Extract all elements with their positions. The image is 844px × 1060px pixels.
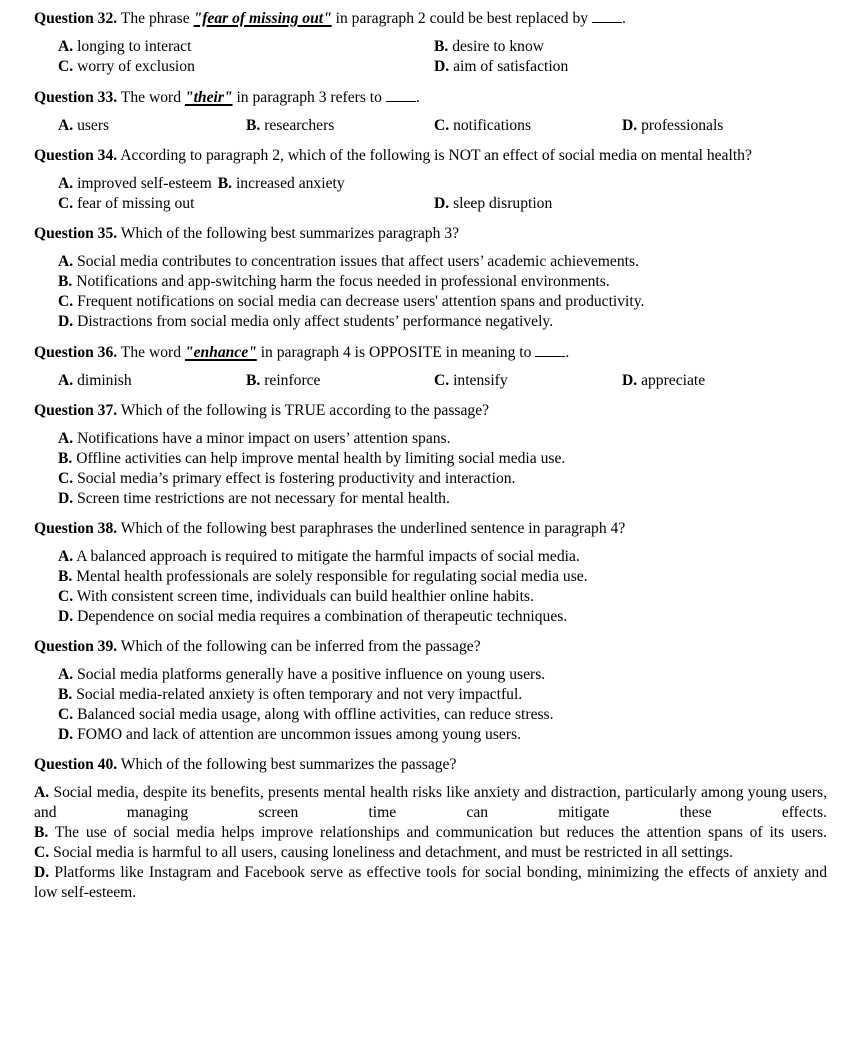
highlighted-phrase: "enhance"	[184, 344, 257, 361]
options	[58, 252, 830, 332]
question-number: Question 37.	[34, 402, 118, 419]
highlighted-phrase: "their"	[184, 89, 233, 106]
question-35	[34, 224, 830, 332]
question-stem: Question 37. Which of the following is TRUE according to the passage?	[34, 402, 490, 419]
question-36	[34, 342, 830, 391]
option-b[interactable]: B. increased anxiety	[217, 175, 345, 192]
question-40	[34, 755, 830, 903]
question-number: Question 40.	[34, 756, 118, 773]
question-number: Question 33.	[34, 89, 118, 106]
option-d[interactable]: D. professionals	[622, 117, 724, 134]
options	[58, 547, 830, 627]
question-39	[34, 637, 830, 745]
options	[58, 37, 830, 77]
option-d[interactable]: D. Screen time restrictions are not necessary for mental health.	[58, 490, 450, 507]
option-b[interactable]: B. researchers	[246, 117, 335, 134]
highlighted-phrase: "fear of missing out"	[193, 10, 332, 27]
question-number: Question 34.	[34, 147, 118, 164]
option-d[interactable]: D. FOMO and lack of attention are uncommon issues among young users.	[58, 726, 521, 743]
options	[58, 429, 830, 509]
option-b[interactable]: B. Notifications and app-switching harm the focus needed in professional environments.	[58, 273, 610, 290]
question-stem: Question 38. Which of the following best paraphrases the underlined sentence in paragraph 4?	[34, 520, 626, 537]
option-a[interactable]: A. A balanced approach is required to mitigate the harmful impacts of social media.	[58, 548, 580, 565]
option-a[interactable]: A. Social media, despite its benefits, presents mental health risks like anxiety and distraction, particularly among young users, and managing screen time can mitigate these effects.	[34, 784, 827, 821]
question-number: Question 39.	[34, 638, 118, 655]
answer-blank	[592, 8, 622, 23]
option-c[interactable]: C. Frequent notifications on social media can decrease users' attention spans and productivity.	[58, 293, 645, 310]
option-c[interactable]: C. With consistent screen time, individuals can build healthier online habits.	[58, 588, 534, 605]
option-b[interactable]: B. Offline activities can help improve mental health by limiting social media use.	[58, 450, 566, 467]
option-b[interactable]: B. Mental health professionals are solely responsible for regulating social media use.	[58, 568, 588, 585]
option-b[interactable]: B. reinforce	[246, 372, 321, 389]
option-b[interactable]: B. Social media-related anxiety is often temporary and not very impactful.	[58, 686, 523, 703]
option-a[interactable]: A. longing to interact	[58, 38, 192, 55]
option-a[interactable]: A. Notifications have a minor impact on users’ attention spans.	[58, 430, 451, 447]
answer-blank	[386, 87, 416, 102]
option-b[interactable]: B. desire to know	[434, 38, 545, 55]
options	[58, 116, 830, 136]
question-32	[34, 8, 830, 77]
question-number: Question 36.	[34, 344, 118, 361]
question-34	[34, 146, 830, 214]
option-c[interactable]: C. Social media’s primary effect is fostering productivity and interaction.	[58, 470, 516, 487]
question-stem: Question 40. Which of the following best summarizes the passage?	[34, 756, 457, 773]
option-b[interactable]: B. The use of social media helps improve relationships and communication but reduces the attention spans of its users.	[34, 824, 827, 841]
option-d[interactable]: D. sleep disruption	[434, 195, 553, 212]
options	[58, 371, 830, 391]
option-d[interactable]: D. Dependence on social media requires a combination of therapeutic techniques.	[58, 608, 568, 625]
answer-blank	[535, 342, 565, 357]
option-d[interactable]: D. appreciate	[622, 372, 706, 389]
option-a[interactable]: A. Social media platforms generally have a positive influence on young users.	[58, 666, 546, 683]
option-a[interactable]: A. users	[58, 117, 110, 134]
question-number: Question 38.	[34, 520, 118, 537]
question-38	[34, 519, 830, 627]
question-stem: Question 32. The phrase "fear of missing out" in paragraph 2 could be best replaced by .	[34, 10, 626, 27]
question-33	[34, 87, 830, 136]
option-a[interactable]: A. improved self-esteem	[58, 175, 212, 192]
options	[58, 665, 830, 745]
options	[58, 174, 830, 214]
option-c[interactable]: C. fear of missing out	[58, 195, 195, 212]
option-d[interactable]: D. Distractions from social media only affect students’ performance negatively.	[58, 313, 554, 330]
option-c[interactable]: C. Balanced social media usage, along with offline activities, can reduce stress.	[58, 706, 554, 723]
option-c[interactable]: C. Social media is harmful to all users, causing loneliness and detachment, and must be restricted in all settings.	[34, 844, 733, 861]
option-a[interactable]: A. Social media contributes to concentration issues that affect users’ academic achievements.	[58, 253, 639, 270]
options	[34, 783, 830, 903]
option-d[interactable]: D. aim of satisfaction	[434, 58, 569, 75]
option-d[interactable]: D. Platforms like Instagram and Facebook serve as effective tools for social bonding, minimizing the effects of anxiety and low self-esteem.	[34, 864, 827, 901]
option-c[interactable]: C. intensify	[434, 372, 508, 389]
question-37	[34, 401, 830, 509]
question-stem: Question 34. According to paragraph 2, which of the following is NOT an effect of social media on mental health?	[34, 147, 752, 164]
question-number: Question 32.	[34, 10, 118, 27]
option-c[interactable]: C. worry of exclusion	[58, 58, 195, 75]
option-a[interactable]: A. diminish	[58, 372, 132, 389]
question-number: Question 35.	[34, 225, 118, 242]
option-c[interactable]: C. notifications	[434, 117, 532, 134]
question-stem: Question 36. The word "enhance" in paragraph 4 is OPPOSITE in meaning to .	[34, 344, 570, 361]
question-stem: Question 35. Which of the following best summarizes paragraph 3?	[34, 225, 459, 242]
question-stem: Question 33. The word "their" in paragraph 3 refers to .	[34, 89, 420, 106]
question-stem: Question 39. Which of the following can be inferred from the passage?	[34, 638, 481, 655]
